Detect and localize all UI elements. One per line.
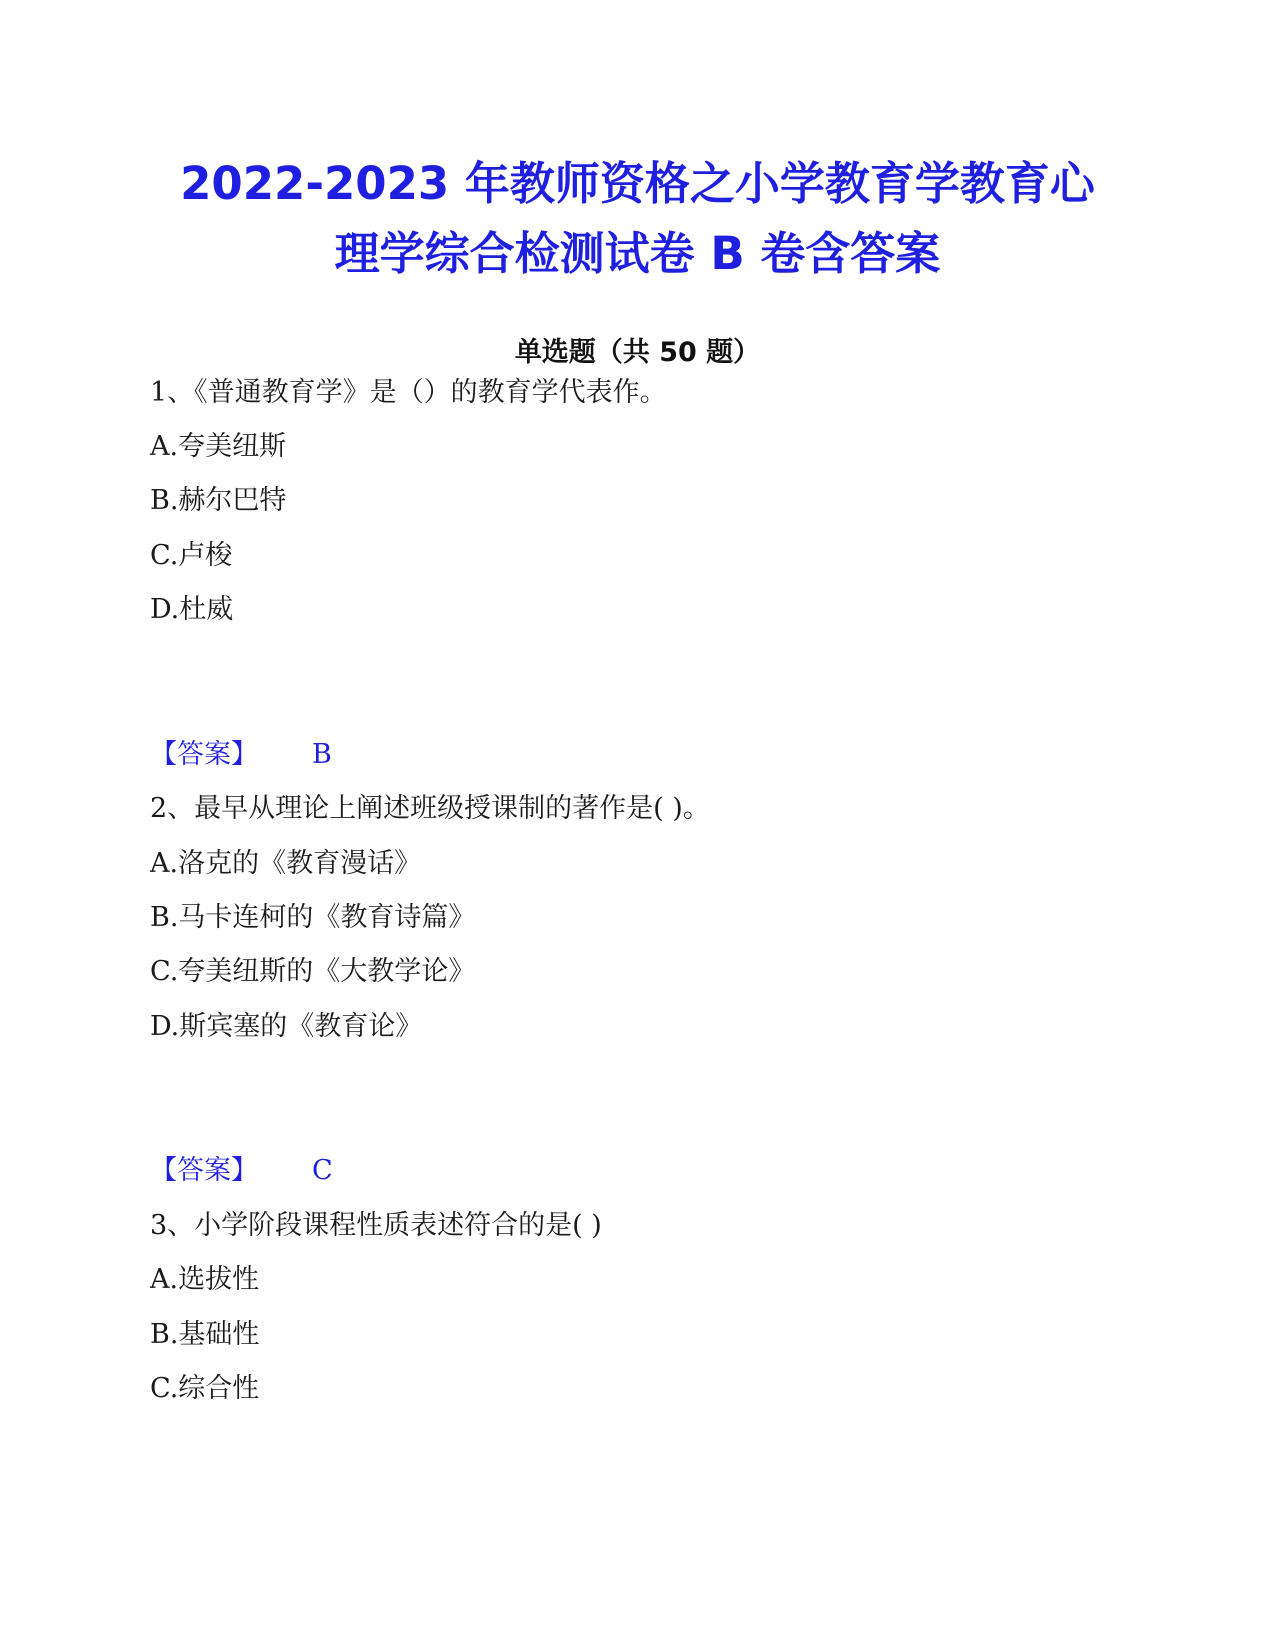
question-3-option-c: C.综合性 <box>150 1373 260 1404</box>
answer-value: C <box>312 1155 333 1186</box>
question-2-option-d: D.斯宾塞的《教育论》 <box>150 1011 423 1042</box>
question-2-option-a: A.洛克的《教育漫话》 <box>150 848 422 879</box>
title-line-1: 2022-2023 年教师资格之小学教育学教育心 <box>180 157 1095 210</box>
section-heading: 单选题（共 50 题） <box>514 337 761 368</box>
question-1-answer <box>150 736 332 774</box>
question-3-stem: 3、小学阶段课程性质表述符合的是( ) <box>150 1210 602 1241</box>
question-1-option-a: A.夸美纽斯 <box>150 431 287 462</box>
question-1-option-c: C.卢梭 <box>150 540 233 571</box>
title-line-2: 理学综合检测试卷 B 卷含答案 <box>334 227 941 280</box>
question-3-option-a: A.选拔性 <box>150 1264 260 1295</box>
question-2-stem: 2、最早从理论上阐述班级授课制的著作是( )。 <box>150 793 710 824</box>
question-1-option-d: D.杜威 <box>150 594 234 625</box>
answer-value: B <box>312 739 332 770</box>
question-2-option-c: C.夸美纽斯的《大教学论》 <box>150 956 476 987</box>
question-3-option-b: B.基础性 <box>150 1319 260 1350</box>
answer-label: 【答案】 <box>150 739 258 770</box>
question-2-answer <box>150 1152 333 1190</box>
question-1-option-b: B.赫尔巴特 <box>150 485 287 516</box>
question-1-stem: 1、《普通教育学》是（）的教育学代表作。 <box>150 377 667 408</box>
question-2-option-b: B.马卡连柯的《教育诗篇》 <box>150 902 476 933</box>
answer-label: 【答案】 <box>150 1155 258 1186</box>
